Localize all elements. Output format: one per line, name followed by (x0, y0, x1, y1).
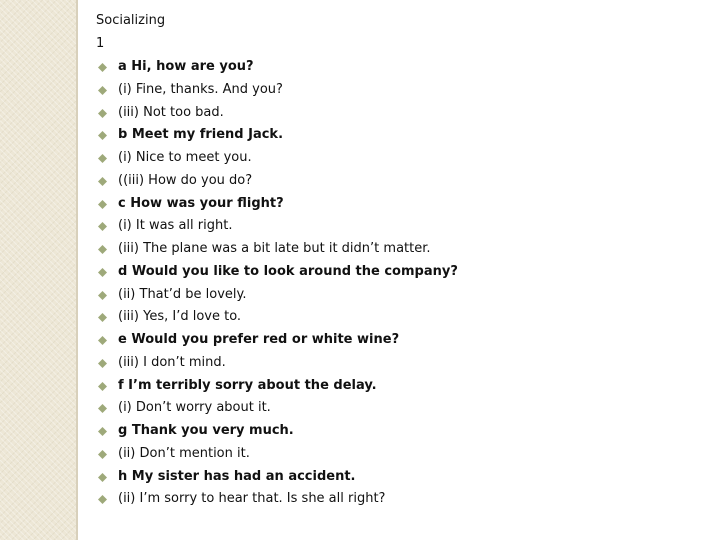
item-text: c How was your flight? (118, 195, 284, 211)
decorative-side-panel (0, 0, 76, 540)
item-text: (iii) Not too bad. (118, 104, 224, 120)
diamond-bullet-icon (98, 382, 107, 391)
diamond-bullet-icon (98, 313, 107, 322)
question-item (96, 193, 696, 216)
diamond-bullet-icon (98, 86, 107, 95)
question-item (96, 261, 696, 284)
item-text: (i) Fine, thanks. And you? (118, 81, 283, 97)
diamond-bullet-icon (98, 63, 107, 72)
diamond-bullet-icon (98, 404, 107, 413)
diamond-bullet-icon (98, 473, 107, 482)
answer-item (96, 397, 696, 420)
diamond-bullet-icon (98, 177, 107, 186)
item-text: f I’m terribly sorry about the delay. (118, 377, 377, 393)
diamond-bullet-icon (98, 109, 107, 118)
item-text: b Meet my friend Jack. (118, 127, 284, 143)
answer-item (96, 102, 696, 125)
item-text: (iii) The plane was a bit late but it didn’t matter. (118, 241, 431, 256)
dialogue-list (96, 56, 696, 511)
diamond-bullet-icon (98, 245, 107, 254)
item-text: (ii) Don’t mention it. (118, 445, 250, 461)
item-text: g Thank you very much. (118, 423, 294, 438)
item-text: h My sister has had an accident. (118, 468, 356, 484)
item-text: (i) Nice to meet you. (118, 150, 252, 165)
question-item (96, 329, 696, 352)
diamond-bullet-icon (98, 154, 107, 163)
item-text: ((iii) How do you do? (118, 172, 253, 188)
answer-item (96, 306, 696, 329)
exercise-number: 1 (96, 36, 105, 51)
diamond-bullet-icon (98, 336, 107, 345)
question-item (96, 375, 696, 398)
item-text: e Would you prefer red or white wine? (118, 332, 400, 347)
slide-content (96, 10, 696, 511)
diamond-bullet-icon (98, 200, 107, 209)
item-text: d Would you like to look around the company? (118, 263, 458, 279)
item-text: a Hi, how are you? (118, 59, 254, 74)
question-item (96, 124, 696, 147)
answer-item (96, 215, 696, 238)
diamond-bullet-icon (98, 450, 107, 459)
item-text: (ii) That’d be lovely. (118, 286, 247, 302)
side-panel-divider (76, 0, 78, 540)
item-text: (ii) I’m sorry to hear that. Is she all right? (118, 491, 386, 507)
item-text: (i) It was all right. (118, 218, 233, 234)
answer-item (96, 79, 696, 102)
item-text: (i) Don’t worry about it. (118, 400, 271, 416)
item-text: (iii) I don’t mind. (118, 354, 226, 370)
answer-item (96, 352, 696, 375)
question-item (96, 466, 696, 489)
answer-item (96, 443, 696, 466)
item-text: (iii) Yes, I’d love to. (118, 309, 242, 325)
question-item (96, 56, 696, 79)
diamond-bullet-icon (98, 291, 107, 300)
answer-item (96, 147, 696, 170)
slide-title: Socializing (96, 13, 166, 28)
answer-item (96, 238, 696, 261)
answer-item (96, 284, 696, 307)
question-item (96, 420, 696, 443)
answer-item (96, 170, 696, 193)
diamond-bullet-icon (98, 131, 107, 140)
diamond-bullet-icon (98, 427, 107, 436)
diamond-bullet-icon (98, 268, 107, 277)
diamond-bullet-icon (98, 359, 107, 368)
diamond-bullet-icon (98, 495, 107, 504)
diamond-bullet-icon (98, 222, 107, 231)
answer-item (96, 488, 696, 511)
